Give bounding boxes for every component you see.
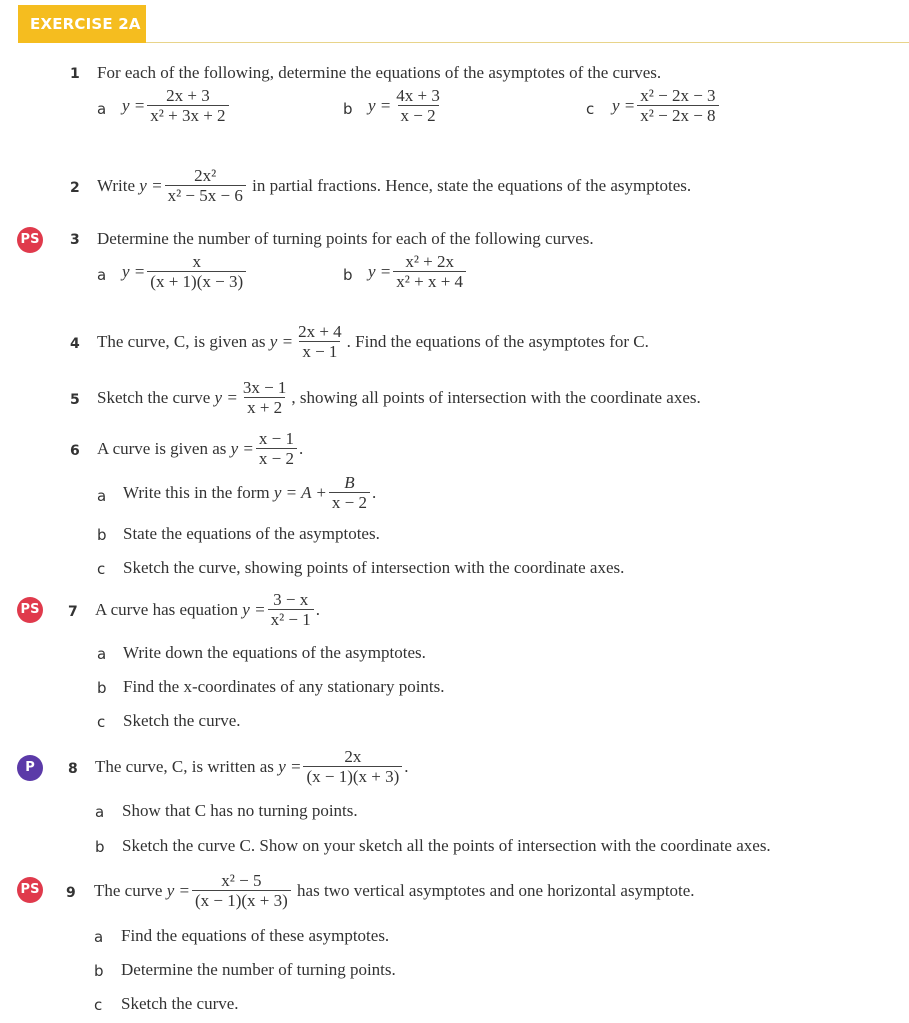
numerator: B [344,473,355,492]
numerator: x² − 2x − 3 [640,86,716,105]
part-text: Determine the number of turning points. [121,960,396,979]
question-text: . [371,482,377,502]
numerator: 3 − x [273,590,309,609]
part-text: Show that C has no turning points. [122,801,358,820]
fraction [637,86,718,125]
part-text: Sketch the curve C. Show on your sketch all the points of intersection with the coordinate axes. [122,836,771,855]
equation-lhs: y = [612,95,636,115]
question-line [95,590,320,629]
equation-lhs: y = [368,261,392,281]
equation-lhs: y = [122,261,146,281]
equation-lhs: y = [166,880,190,900]
question-text: in partial fractions. Hence, state the equations of the asymptotes. [252,175,692,195]
problem-solving-badge: PS [17,877,43,903]
numerator: 3x − 1 [242,378,287,397]
part-label: a [97,645,107,663]
part-text: Sketch the curve. [121,994,239,1013]
denominator: (x + 1)(x − 3) [147,271,246,291]
equation-lhs: y = [139,175,163,195]
fraction [295,322,345,361]
part-text: Write down the equations of the asymptotes. [123,643,426,662]
question-line [95,747,409,786]
question-number: 5 [70,392,80,408]
question-text: Sketch the curve [97,387,211,407]
question-text: Determine the number of turning points for each of the following curves. [97,229,594,248]
problem-solving-badge: PS [17,597,43,623]
part-label: a [95,803,105,821]
part-text: Sketch the curve, showing points of intersection with the coordinate axes. [123,558,625,577]
part-label: b [94,962,104,980]
question-text: . Find the equations of the asymptotes for C. [346,331,649,351]
equation-lhs: y = [242,599,266,619]
part-label: c [97,560,106,578]
fraction [393,252,466,291]
part-label: b [343,266,353,284]
numerator: x² − 5 [221,871,262,890]
question-text: The curve, C, is given as [97,331,266,351]
question-text: The curve [94,880,163,900]
fraction [147,86,228,125]
exercise-title: EXERCISE 2A [18,5,146,43]
numerator: 2x + 3 [166,86,210,105]
denominator: (x − 1)(x + 3) [192,890,291,910]
part-label: b [97,526,107,544]
part-text: Find the x-coordinates of any stationary points. [123,677,445,696]
fraction [303,747,402,786]
question-number: 7 [68,604,78,620]
question-number: 4 [70,336,80,352]
part-text: Find the equations of these asymptotes. [121,926,390,945]
equation-lhs: y = [269,331,294,351]
denominator: x² − 5x − 6 [165,185,246,205]
question-number: 1 [70,66,80,82]
part-label: b [95,838,105,856]
equation-lhs: y = [230,438,254,458]
fraction [192,871,291,910]
question-line [97,378,701,417]
question-number: 2 [70,180,80,196]
question-text: The curve, C, is written as [95,756,274,776]
part-label: c [586,100,595,118]
numerator: x² + 2x [405,252,455,271]
fraction [268,590,314,629]
equation [122,86,231,125]
question-text: , showing all points of intersection with the coordinate axes. [291,387,701,407]
equation-lhs: y = [214,387,238,407]
equation-lhs: y = [122,95,146,115]
problem-solving-badge: PS [17,227,43,253]
equation [122,252,248,291]
numerator: 2x² [194,166,217,185]
part-label: a [97,100,107,118]
denominator: x − 2 [329,492,370,512]
equation-lhs: y = A + [273,482,327,502]
question-number: 3 [70,232,80,248]
denominator: x + 2 [244,397,285,417]
header-rule [146,42,909,43]
fraction [147,252,246,291]
part-label: a [97,266,107,284]
equation [368,252,468,291]
equation-lhs: y = [278,756,302,776]
numerator: 2x [344,747,362,766]
numerator: x [192,252,201,271]
equation [368,86,445,125]
question-line [97,429,303,468]
question-text: A curve has equation [95,599,239,619]
part-label: c [97,713,106,731]
part-label: b [97,679,107,697]
numerator: 2x + 4 [298,322,342,341]
denominator: (x − 1)(x + 3) [303,766,402,786]
part-label: c [94,996,103,1014]
question-number: 9 [66,885,76,901]
question-number: 8 [68,761,78,777]
question-text: For each of the following, determine the equations of the asymptotes of the curves. [97,63,662,82]
denominator: x² − 2x − 8 [637,105,718,125]
denominator: x − 2 [398,105,439,125]
denominator: x − 2 [256,448,297,468]
question-text: has two vertical asymptotes and one horizontal asymptote. [297,880,695,900]
fraction [393,86,443,125]
part-label: a [97,487,107,505]
question-text: . [298,438,304,458]
equation [612,86,721,125]
question-number: 6 [70,443,80,459]
proof-badge: P [17,755,43,781]
denominator: x² + x + 4 [393,271,466,291]
equation-lhs: y = [368,95,392,115]
question-text: A curve is given as [97,438,227,458]
fraction [240,378,290,417]
part-text: State the equations of the asymptotes. [123,524,380,543]
question-line [97,322,649,361]
numerator: x − 1 [258,429,294,448]
question-text: . [315,599,321,619]
denominator: x² + 3x + 2 [147,105,228,125]
denominator: x² − 1 [268,609,314,629]
fraction [329,473,370,512]
question-text: Write this in the form [123,482,270,502]
denominator: x − 1 [299,341,340,361]
part-label: b [343,100,353,118]
question-line [94,871,695,910]
part-label: a [94,928,104,946]
fraction [256,429,297,468]
fraction [165,166,246,205]
question-text: Write [97,175,136,195]
question-text: . [404,756,409,776]
question-line [123,473,376,512]
question-line [97,166,691,205]
part-text: Sketch the curve. [123,711,241,730]
numerator: 4x + 3 [396,86,440,105]
